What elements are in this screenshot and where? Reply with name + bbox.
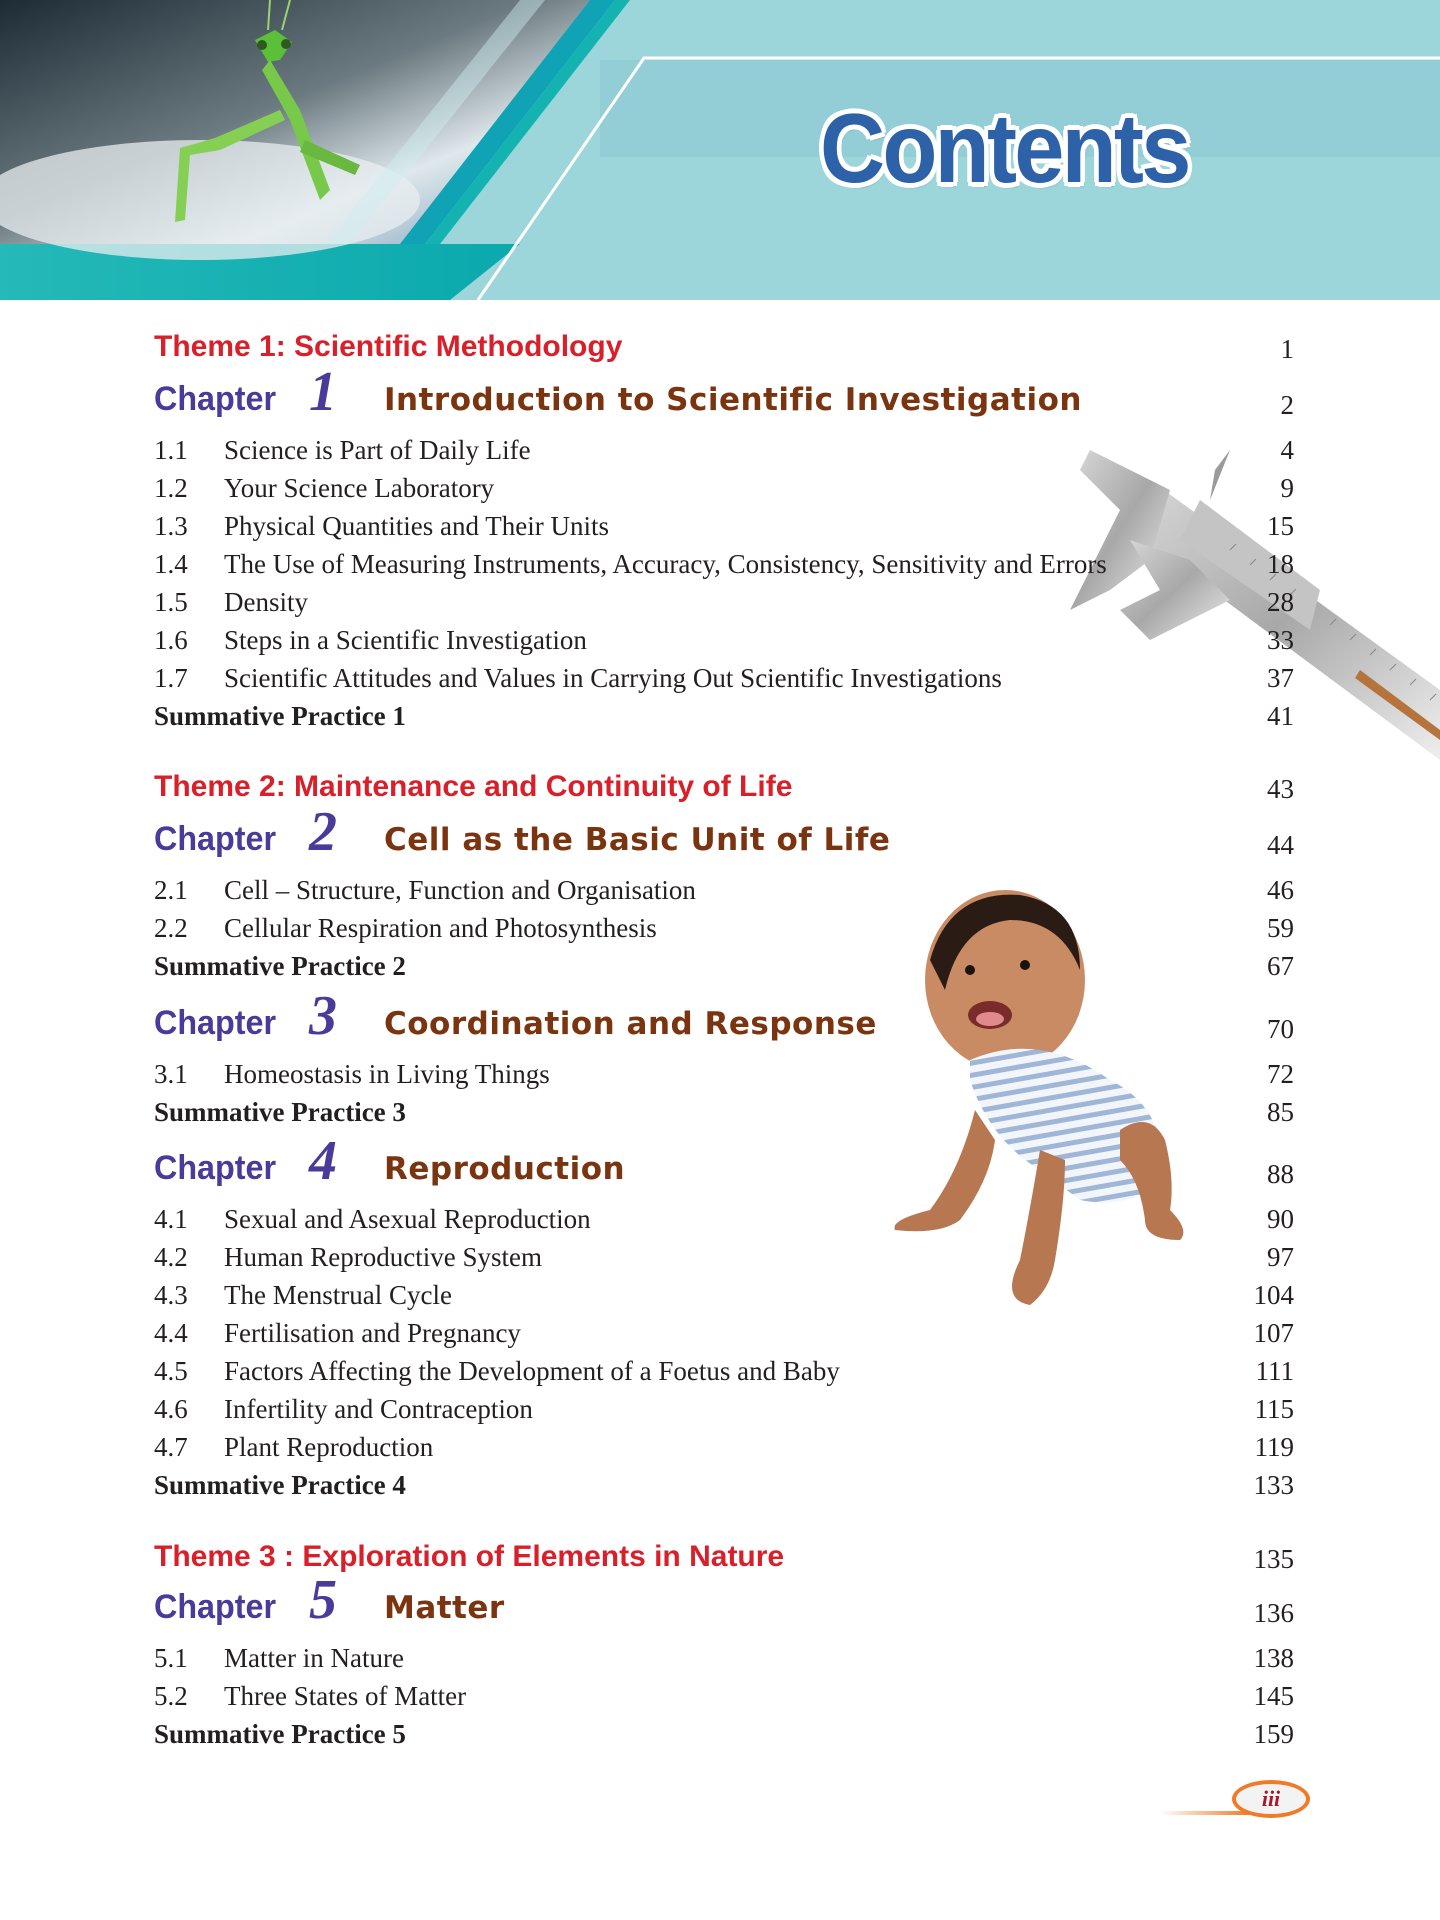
- page-number: 33: [1267, 625, 1294, 655]
- chapter-word: Chapter: [154, 1588, 277, 1626]
- chapter-number: 1: [309, 361, 337, 423]
- page-number: 59: [1267, 913, 1294, 943]
- section-number: 4.7: [154, 1432, 188, 1462]
- section-title: Science is Part of Daily Life: [224, 435, 531, 465]
- chapter-number: 2: [309, 801, 337, 863]
- page-number: 88: [1267, 1159, 1294, 1189]
- page-number: 44: [1267, 830, 1294, 860]
- section-title: Sexual and Asexual Reproduction: [224, 1204, 591, 1234]
- section-number: 4.2: [154, 1242, 188, 1272]
- page-number: 159: [1253, 1719, 1294, 1749]
- section-title: Fertilisation and Pregnancy: [224, 1318, 521, 1348]
- toc-chapter-row[interactable]: [154, 985, 1294, 1048]
- section-title: Plant Reproduction: [224, 1432, 434, 1462]
- section-number: 1.1: [154, 435, 188, 465]
- summative-label: Summative Practice 1: [154, 701, 406, 731]
- section-title: The Use of Measuring Instruments, Accuracy, Consistency, Sensitivity and Errors: [224, 549, 1107, 579]
- section-number: 1.6: [154, 625, 188, 655]
- page-number: 145: [1253, 1681, 1294, 1711]
- section-number: 4.6: [154, 1394, 188, 1424]
- section-number: 1.3: [154, 511, 188, 541]
- section-number: 1.7: [154, 663, 188, 693]
- page-number: 72: [1267, 1059, 1294, 1089]
- page-number: 104: [1253, 1280, 1294, 1310]
- page-number: 1: [1280, 334, 1294, 364]
- page-number: 135: [1253, 1544, 1294, 1574]
- page-number: 4: [1280, 435, 1294, 465]
- page-number: 115: [1254, 1394, 1294, 1424]
- page-number: 46: [1267, 875, 1294, 905]
- page-number-badge: [1160, 1778, 1400, 1822]
- banner-graphic: [0, 0, 1440, 300]
- section-number: 5.1: [154, 1643, 188, 1673]
- page-number: 37: [1267, 663, 1294, 693]
- page-number: 133: [1253, 1470, 1294, 1500]
- chapter-word: Chapter: [154, 820, 277, 858]
- chapter-number: 3: [309, 985, 337, 1047]
- summative-label: Summative Practice 4: [154, 1470, 406, 1500]
- toc-chapter-row[interactable]: [154, 801, 1294, 864]
- chapter-number: 5: [309, 1569, 337, 1631]
- page-number: 9: [1280, 473, 1294, 503]
- page-number: 70: [1267, 1014, 1294, 1044]
- chapter-number: 4: [309, 1130, 337, 1192]
- page-number: 28: [1267, 587, 1294, 617]
- section-title: Three States of Matter: [224, 1681, 467, 1711]
- section-title: Cell – Structure, Function and Organisation: [224, 875, 696, 905]
- toc-summative-row[interactable]: [154, 1470, 1294, 1501]
- section-title: Infertility and Contraception: [224, 1394, 533, 1424]
- toc-summative-row[interactable]: [154, 701, 1294, 732]
- page-number: 107: [1253, 1318, 1294, 1348]
- summative-label: Summative Practice 3: [154, 1097, 406, 1127]
- theme-heading: Theme 2: Maintenance and Continuity of Life: [154, 770, 793, 803]
- crawling-baby-image: [890, 880, 1240, 1310]
- page-number: 85: [1267, 1097, 1294, 1127]
- section-number: 1.4: [154, 549, 188, 579]
- section-number: 3.1: [154, 1059, 188, 1089]
- page-number: 43: [1267, 774, 1294, 804]
- section-title: Matter in Nature: [224, 1643, 404, 1673]
- page-number: 136: [1253, 1598, 1294, 1628]
- chapter-word: Chapter: [154, 1004, 277, 1042]
- theme-heading: Theme 1: Scientific Methodology: [154, 330, 623, 363]
- page-number: 67: [1267, 951, 1294, 981]
- toc-summative-row[interactable]: [154, 1097, 1294, 1128]
- chapter-title: Reproduction: [384, 1151, 626, 1187]
- theme-heading: Theme 3 : Exploration of Elements in Nature: [154, 1540, 785, 1573]
- toc-summative-row[interactable]: [154, 1719, 1294, 1750]
- badge-swoosh: [1160, 1811, 1250, 1815]
- toc-chapter-row[interactable]: [154, 361, 1294, 424]
- page-number: 18: [1267, 549, 1294, 579]
- page-number: 111: [1255, 1356, 1294, 1386]
- section-title: Factors Affecting the Development of a Foetus and Baby: [224, 1356, 840, 1386]
- toc-chapter-row[interactable]: [154, 1569, 1294, 1632]
- section-title: Human Reproductive System: [224, 1242, 542, 1272]
- page-number: 90: [1267, 1204, 1294, 1234]
- page-number: 41: [1267, 701, 1294, 731]
- header-banner: [0, 0, 1440, 300]
- section-number: 4.4: [154, 1318, 188, 1348]
- summative-label: Summative Practice 2: [154, 951, 406, 981]
- section-title: Density: [224, 587, 308, 617]
- chapter-title: Matter: [384, 1590, 505, 1626]
- section-title: The Menstrual Cycle: [224, 1280, 452, 1310]
- section-title: Physical Quantities and Their Units: [224, 511, 609, 541]
- chapter-title: Introduction to Scientific Investigation: [384, 382, 1082, 418]
- page-number: 138: [1253, 1643, 1294, 1673]
- chapter-title: Coordination and Response: [384, 1006, 877, 1042]
- section-number: 1.5: [154, 587, 188, 617]
- section-number: 5.2: [154, 1681, 188, 1711]
- page-number-label: iii: [1232, 1780, 1310, 1818]
- toc-theme-row[interactable]: [154, 770, 1294, 804]
- toc-summative-row[interactable]: [154, 951, 1294, 982]
- section-title: Scientific Attitudes and Values in Carrying Out Scientific Investigations: [224, 663, 1002, 693]
- section-title: Homeostasis in Living Things: [224, 1059, 550, 1089]
- section-number: 2.2: [154, 913, 188, 943]
- section-title: Your Science Laboratory: [224, 473, 495, 503]
- chapter-word: Chapter: [154, 1149, 277, 1187]
- section-number: 2.1: [154, 875, 188, 905]
- summative-label: Summative Practice 5: [154, 1719, 406, 1749]
- section-title: Steps in a Scientific Investigation: [224, 625, 587, 655]
- section-number: 1.2: [154, 473, 188, 503]
- section-title: Cellular Respiration and Photosynthesis: [224, 913, 657, 943]
- page-number: 97: [1267, 1242, 1294, 1272]
- page-number: 119: [1254, 1432, 1294, 1462]
- section-number: 4.3: [154, 1280, 188, 1310]
- chapter-word: Chapter: [154, 380, 277, 418]
- section-number: 4.5: [154, 1356, 188, 1386]
- page-number: 2: [1280, 390, 1294, 420]
- chapter-title: Cell as the Basic Unit of Life: [384, 822, 891, 858]
- toc-chapter-row[interactable]: [154, 1130, 1294, 1193]
- page-number: 15: [1267, 511, 1294, 541]
- page-title: Contents: [820, 93, 1189, 203]
- section-number: 4.1: [154, 1204, 188, 1234]
- toc-theme-row[interactable]: [154, 330, 1294, 364]
